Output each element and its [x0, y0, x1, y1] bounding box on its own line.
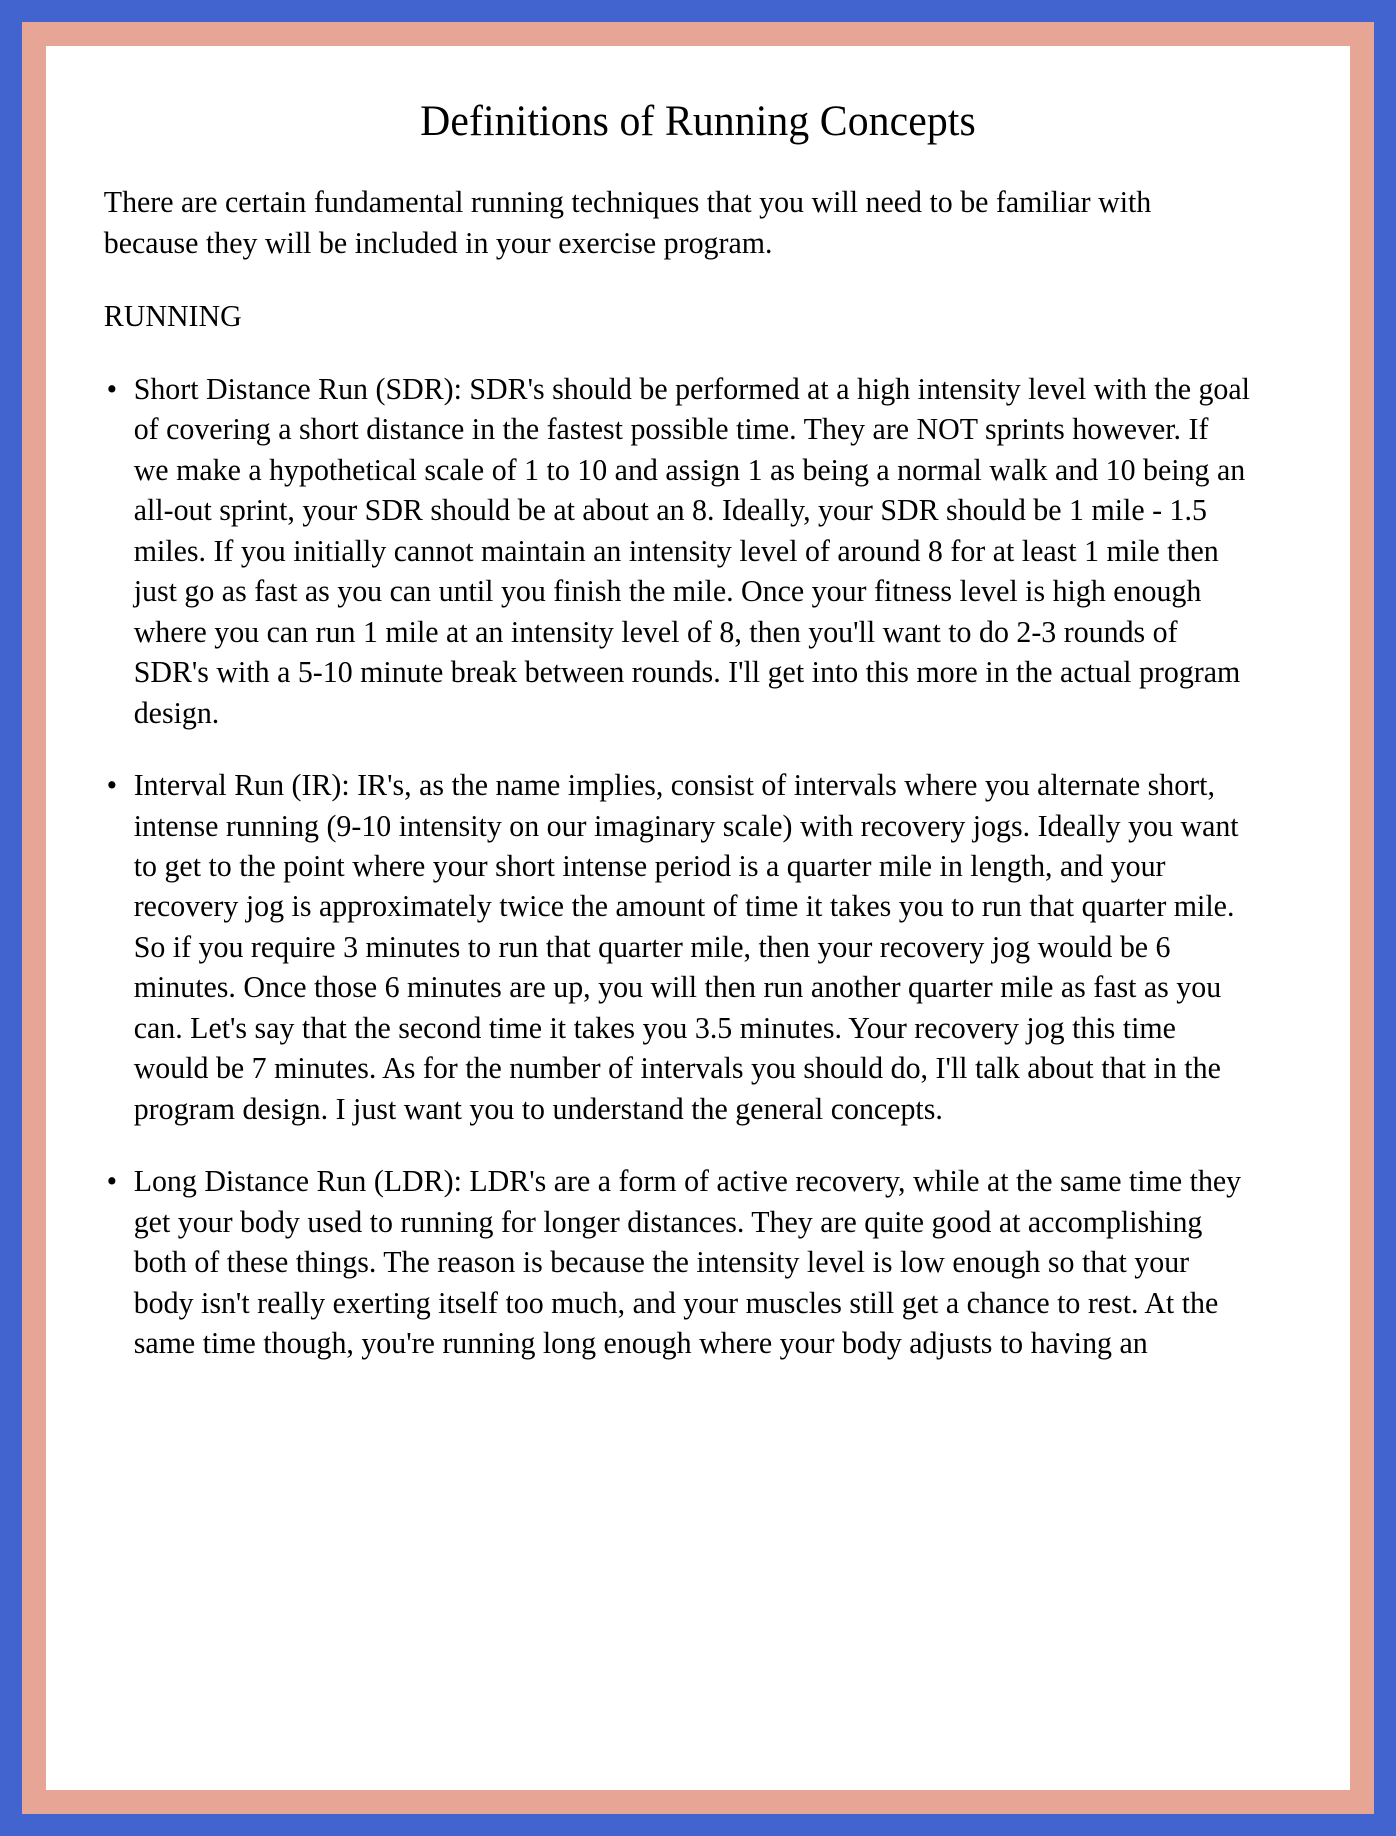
bullet-icon: • — [106, 1163, 118, 1199]
list-item — [98, 369, 1256, 733]
list-item — [98, 1161, 1256, 1363]
page-title: Definitions of Running Concepts — [420, 98, 976, 145]
document-sheet — [46, 46, 1350, 1790]
list-item-text: Interval Run (IR): IR's, as the name implies, consist of intervals where you alternate short, intense running (9-10 intensity on our imaginary scale) with recovery jogs. Ideally you want to get to the point where your short intense period is a quarter mile in length, and your recovery jog is approximately twice the amount of time it takes you to run that quarter mile. So if you require 3 minutes to run that quarter mile, then your recovery jog would be 6 minutes. Once those 6 minutes are up, you will then run another quarter mile as fast as you can. Let's say that the second time it takes you 3.5 minutes. Your recovery jog this time would be 7 minutes. As for the number of intervals you should do, I'll talk about that in the program design. I just want you to understand the general concepts. — [133, 767, 1239, 1126]
bullet-icon: • — [106, 370, 118, 406]
list-item-text: Long Distance Run (LDR): LDR's are a form of active recovery, while at the same time they get your body used to running for longer distances. They are quite good at accomplishing both of these things. The reason is because the intensity level is low enough so that your body isn't really exerting itself too much, and your muscles still get a chance to rest. At the same time though, you're running long enough where your body adjusts to having an — [133, 1163, 1242, 1360]
intro-paragraph: There are certain fundamental running techniques that you will need to be familiar with because they will be included in your exercise program. — [103, 184, 1152, 260]
section-heading-running: RUNNING — [103, 298, 242, 334]
page-inner-border — [22, 22, 1374, 1814]
list-item-text: Short Distance Run (SDR): SDR's should be performed at a high intensity level with the goal of covering a short distance in the fastest possible time. They are NOT sprints however. If we make a hypothetical scale of 1 to 10 and assign 1 as being a normal walk and 10 being an all-out sprint, your SDR should be at about an 8. Ideally, your SDR should be 1 mile - 1.5 miles. If you initially cannot maintain an intensity level of around 8 for at least 1 mile then just go as fast as you can until you finish the mile. Once your fitness level is high enough where you can run 1 mile at an intensity level of 8, then you'll want to do 2-3 rounds of SDR's with a 5-10 minute break between rounds. I'll get into this more in the actual program design. — [133, 370, 1250, 730]
list-item — [98, 765, 1256, 1129]
running-concepts-list — [98, 369, 1298, 1363]
bullet-icon: • — [106, 767, 118, 803]
